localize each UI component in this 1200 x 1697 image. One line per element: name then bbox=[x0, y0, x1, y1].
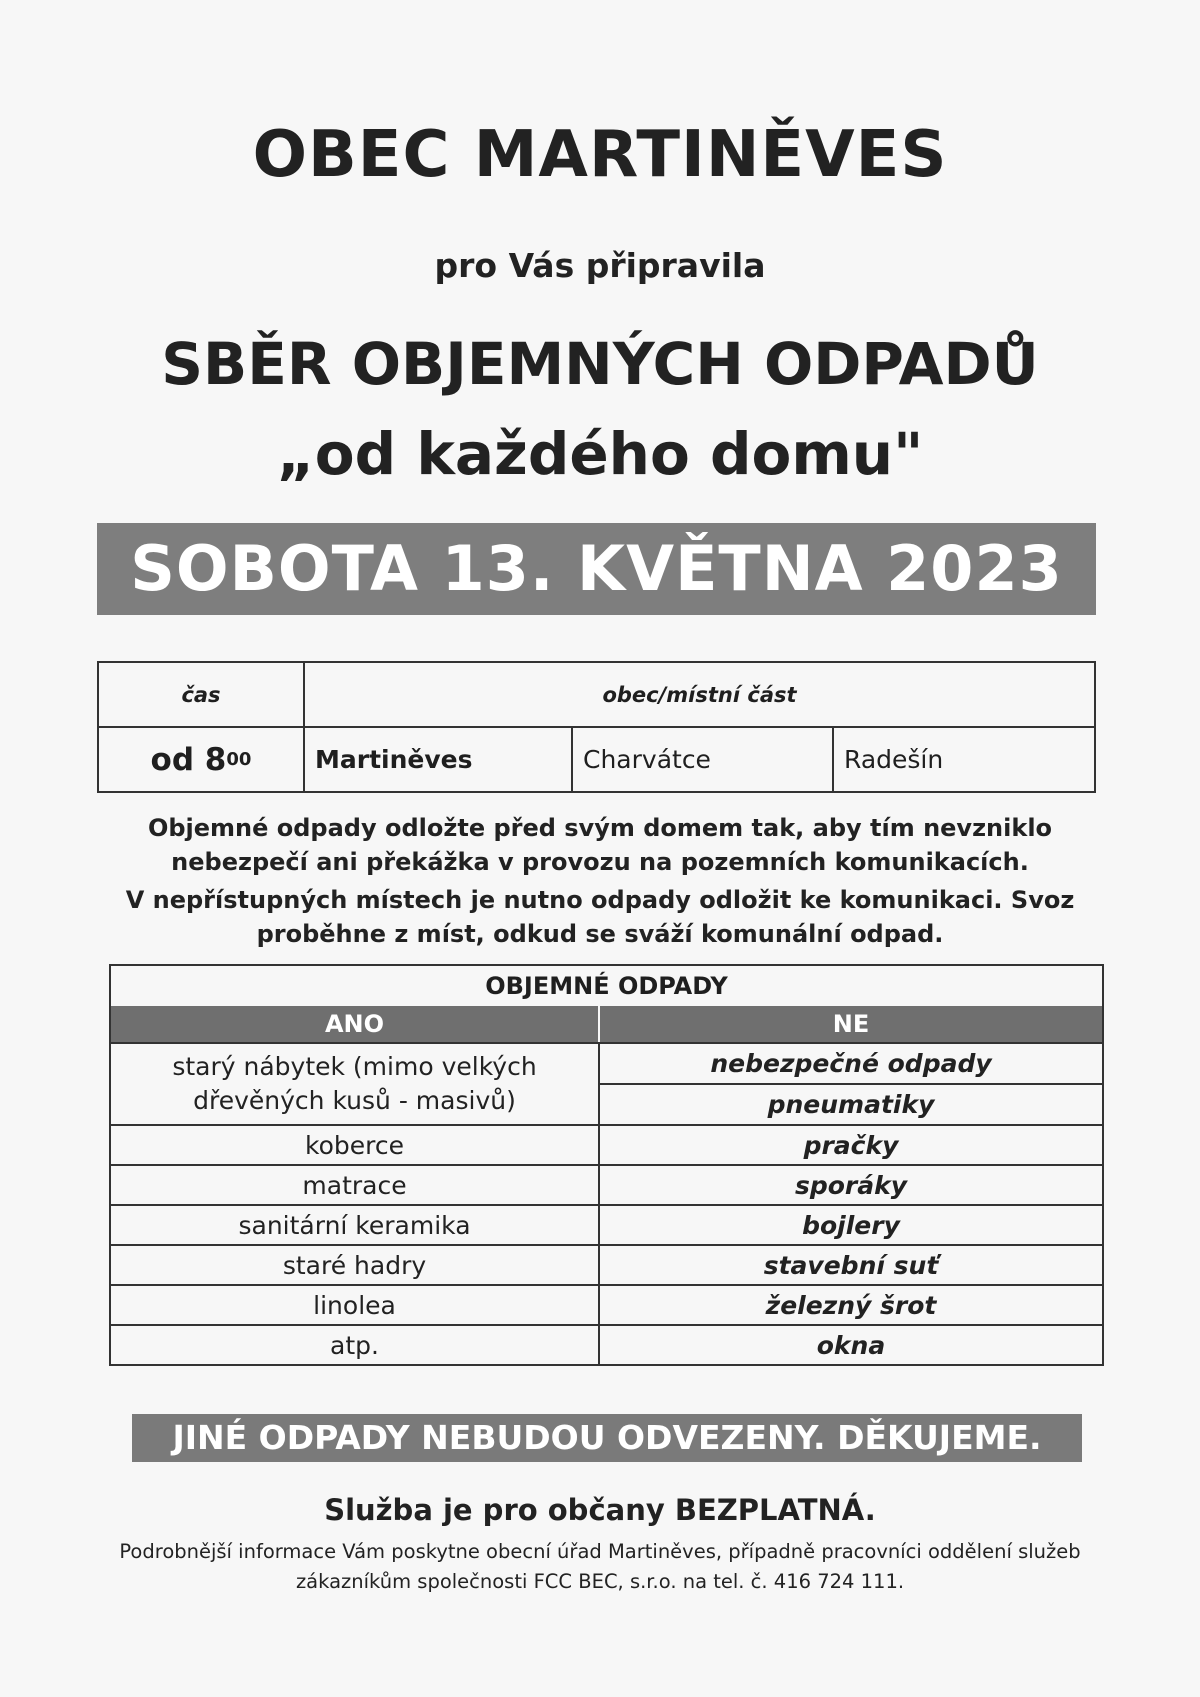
waste-table-caption: OBJEMNÉ ODPADY bbox=[485, 972, 728, 1000]
quote-line: „od každého domu" bbox=[276, 420, 924, 488]
yes-item: atp. bbox=[111, 1324, 598, 1364]
subtitle: pro Vás připravila bbox=[434, 246, 766, 285]
yes-item: matrace bbox=[111, 1164, 598, 1204]
time-cell bbox=[99, 728, 303, 791]
no-item: okna bbox=[600, 1324, 1102, 1364]
yes-item: koberce bbox=[111, 1124, 598, 1164]
yes-header: ANO bbox=[111, 1006, 598, 1042]
yes-item: linolea bbox=[111, 1284, 598, 1324]
time-header: čas bbox=[181, 682, 221, 707]
place-cell bbox=[583, 728, 823, 791]
place-charvatce: Charvátce bbox=[583, 745, 711, 774]
yes-item: sanitární keramika bbox=[111, 1204, 598, 1244]
divider bbox=[571, 728, 573, 791]
divider bbox=[303, 728, 305, 791]
place-cell bbox=[315, 728, 555, 791]
no-item: sporáky bbox=[600, 1164, 1102, 1204]
time-superscript: 00 bbox=[226, 749, 252, 770]
instruction-paragraph-1 bbox=[100, 811, 1100, 879]
place-cell bbox=[844, 728, 1084, 791]
instruction-line: V nepřístupných místech je nutno odpady odložit ke komunikaci. Svoz bbox=[125, 886, 1075, 914]
divider bbox=[832, 728, 834, 791]
free-service-text: Služba je pro občany bbox=[324, 1493, 675, 1527]
no-item: nebezpečné odpady bbox=[600, 1042, 1102, 1083]
instruction-paragraph-2 bbox=[100, 883, 1100, 951]
headline: SBĚR OBJEMNÝCH ODPADŮ bbox=[161, 330, 1039, 398]
time-value: od 8 bbox=[150, 741, 227, 778]
no-item: železný šrot bbox=[600, 1284, 1102, 1324]
yes-item bbox=[111, 1042, 598, 1124]
date-banner: SOBOTA 13. KVĚTNA 2023 bbox=[97, 523, 1096, 615]
instruction-line: proběhne z míst, odkud se sváží komunální odpad. bbox=[256, 920, 944, 948]
place-radesin: Radešín bbox=[844, 745, 944, 774]
yes-item: staré hadry bbox=[111, 1244, 598, 1284]
contact-info-line: Podrobnější informace Vám poskytne obecní úřad Martiněves, případně pracovníci oddělení služeb bbox=[119, 1540, 1081, 1563]
schedule-table bbox=[97, 661, 1096, 793]
no-item: pračky bbox=[600, 1124, 1102, 1164]
no-item: pneumatiky bbox=[600, 1083, 1102, 1124]
instruction-line: Objemné odpady odložte před svým domem tak, aby tím nevzniklo bbox=[147, 814, 1053, 842]
yes-item-line: starý nábytek (mimo velkých bbox=[172, 1052, 537, 1081]
page-title: OBEC MARTINĚVES bbox=[252, 118, 948, 192]
waste-table bbox=[109, 964, 1104, 1366]
place-header: obec/místní část bbox=[602, 682, 797, 707]
contact-info-line: zákazníkům společnosti FCC BEC, s.r.o. na tel. č. 416 724 111. bbox=[295, 1570, 905, 1593]
schedule-header-row bbox=[99, 663, 1094, 728]
no-header: NE bbox=[600, 1006, 1102, 1042]
free-service-line bbox=[0, 1493, 1200, 1527]
instruction-line: nebezpečí ani překážka v provozu na pozemních komunikacích. bbox=[171, 848, 1029, 876]
place-header-cell bbox=[305, 663, 1094, 726]
free-service-emphasis: BEZPLATNÁ. bbox=[674, 1493, 876, 1527]
yes-item-line: dřevěných kusů - masivů) bbox=[193, 1086, 516, 1115]
schedule-data-row bbox=[99, 728, 1094, 791]
contact-info bbox=[100, 1537, 1100, 1597]
no-item: stavební suť bbox=[600, 1244, 1102, 1284]
time-header-cell bbox=[99, 663, 303, 726]
no-item: bojlery bbox=[600, 1204, 1102, 1244]
place-martineves: Martiněves bbox=[315, 745, 473, 774]
notice-banner: JINÉ ODPADY NEBUDOU ODVEZENY. DĚKUJEME. bbox=[132, 1414, 1082, 1462]
